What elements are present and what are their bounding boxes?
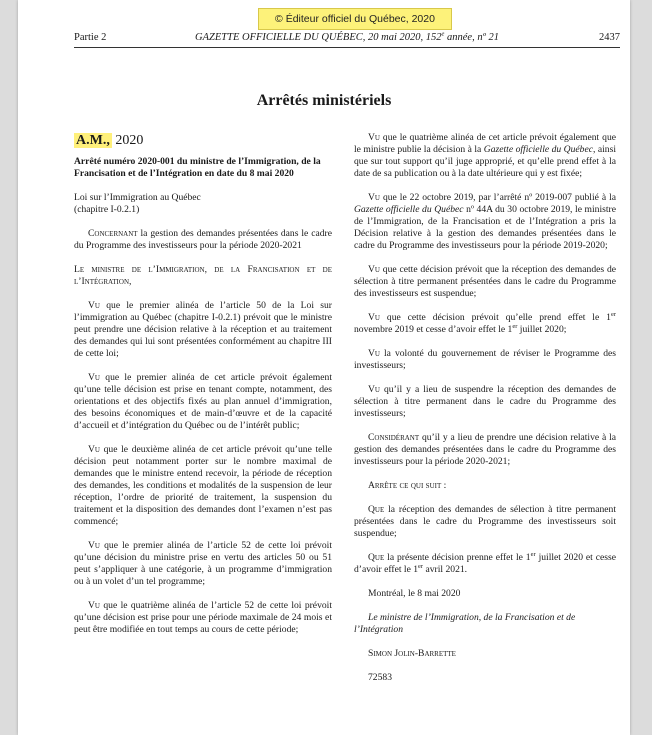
minister-line: Le ministre de l’Immigration, de la Francisation et de l’Intégration,: [74, 264, 332, 287]
vu-paragraph-2: Vu que le premier alinéa de cet article prévoit également qu’une telle décision est prise en tenant compte, notamment, des orientations et des objectifs fixés au plan annuel d’immigration, des besoins économiques et de main-d’œuvre et de la capacité d’accueil et d’intégration du Québec ou de l’intérêt public;: [74, 372, 332, 431]
concernant-paragraph: Concernant la gestion des demandes présentées dans le cadre du Programme des investisseurs pour la période 2020-2021: [74, 228, 332, 251]
signature-title: Le ministre de l’Immigration, de la Francisation et de l’Intégration: [354, 612, 576, 635]
considerant-paragraph: Considérant qu’il y a lieu de prendre une décision relative à la gestion des demandes présentées dans le cadre du Programme des investisseurs pour la période 2020-2021;: [354, 432, 616, 467]
vu-paragraph-3: Vu que le deuxième alinéa de cet article prévoit qu’une telle décision peut notamment porter sur le nombre maximal de demandes que le ministre entend recevoir, la période de réception des demandes, les conditions et modalités de la suspension de leur réception, l’ordre de priorité de traitement, la suspension du traitement et la disposition des demandes dont l’examen n’est pas commencé;: [74, 444, 332, 527]
vu-paragraph-1: Vu que le premier alinéa de l’article 50 de la Loi sur l’immigration au Québec (chapitre I-0.2.1) prévoit que le ministre peut prendre une décision relative à la réception et au traitement des demandes qui lui sont présentées conformément au chapitre III de cette loi;: [74, 300, 332, 359]
vu-paragraph-8: Vu que cette décision prévoit que la réception des demandes de sélection à titre permanent présentées dans le cadre du Programme des investisseurs est suspendue;: [354, 264, 616, 299]
right-column: [354, 132, 616, 696]
vu-paragraph-9: Vu que cette décision prévoit qu’elle prend effet le 1er novembre 2019 et cesse d’avoir effet le 1er juillet 2020;: [354, 310, 616, 335]
header-part: Partie 2: [74, 32, 107, 43]
vu-paragraph-4: Vu que le premier alinéa de l’article 52 de cette loi prévoit qu’une décision du ministre prise en vertu des articles 50 ou 51 peut s’appliquer à une catégorie, à un programme d’immigration ou à un volet d’un tel programme;: [74, 540, 332, 587]
gazette-page: [18, 0, 630, 735]
running-header: [74, 31, 620, 48]
vu-paragraph-6: Vu que le quatrième alinéa de cet article prévoit également que le ministre publie la décision à la Gazette officielle du Québec, ainsi que sur tout support qu’il juge approprié, et qu’elle prend effet à la date de sa publication ou à la date ultérieure qui y est fixée;: [354, 132, 616, 179]
que-paragraph-2: Que la présente décision prenne effet le 1er juillet 2020 et cesse d’avoir effet le 1er avril 2021.: [354, 550, 616, 575]
vu-paragraph-10: Vu la volonté du gouvernement de réviser le Programme des investisseurs;: [354, 348, 616, 371]
signature-name: Simon Jolin-Barrette: [368, 648, 456, 659]
copyright-banner: © Éditeur officiel du Québec, 2020: [258, 8, 452, 30]
law-reference: Loi sur l’Immigration au Québec (chapitre I-0.2.1): [74, 192, 201, 215]
header-page-number: 2437: [599, 32, 620, 43]
place-date: Montréal, le 8 mai 2020: [368, 588, 461, 599]
header-publication: GAZETTE OFFICIELLE DU QUÉBEC, 20 mai 2020, 152e année, nº 21: [195, 30, 499, 43]
que-paragraph-1: Que la réception des demandes de sélection à titre permanent présentées dans le cadre du Programme des investisseurs soit suspendue;: [354, 504, 616, 539]
vu-paragraph-11: Vu qu’il y a lieu de suspendre la réception des demandes de sélection à titre permanent dans le cadre du Programme des investisseurs;: [354, 384, 616, 419]
am-heading: A.M., 2020: [76, 133, 144, 148]
section-title: Arrêtés ministériels: [256, 92, 392, 109]
vu-paragraph-7: Vu que le 22 octobre 2019, par l’arrêté nº 2019-007 publié à la Gazette officielle du Québec nº 44A du 30 octobre 2019, le ministre de l’Immigration, de la Francisation et de l’Intégration a pris la Décision relative à la gestion des demandes présentées dans le cadre du Programme des investisseurs pour la période 2019-2020;: [354, 192, 616, 251]
arrete-title: Arrêté numéro 2020-001 du ministre de l’Immigration, de la Francisation et de l’Intégration en date du 8 mai 2020: [74, 156, 321, 179]
document-number: 72583: [368, 672, 392, 683]
left-column: [74, 132, 332, 648]
vu-paragraph-5: Vu que le quatrième alinéa de l’article 52 de cette loi prévoit qu’une décision est prise pour une période maximale de 24 mois et peut être modifiée en tout temps au cours de cette période;: [74, 600, 332, 635]
arrete-ce-qui-suit: Arrête ce qui suit :: [368, 480, 447, 491]
